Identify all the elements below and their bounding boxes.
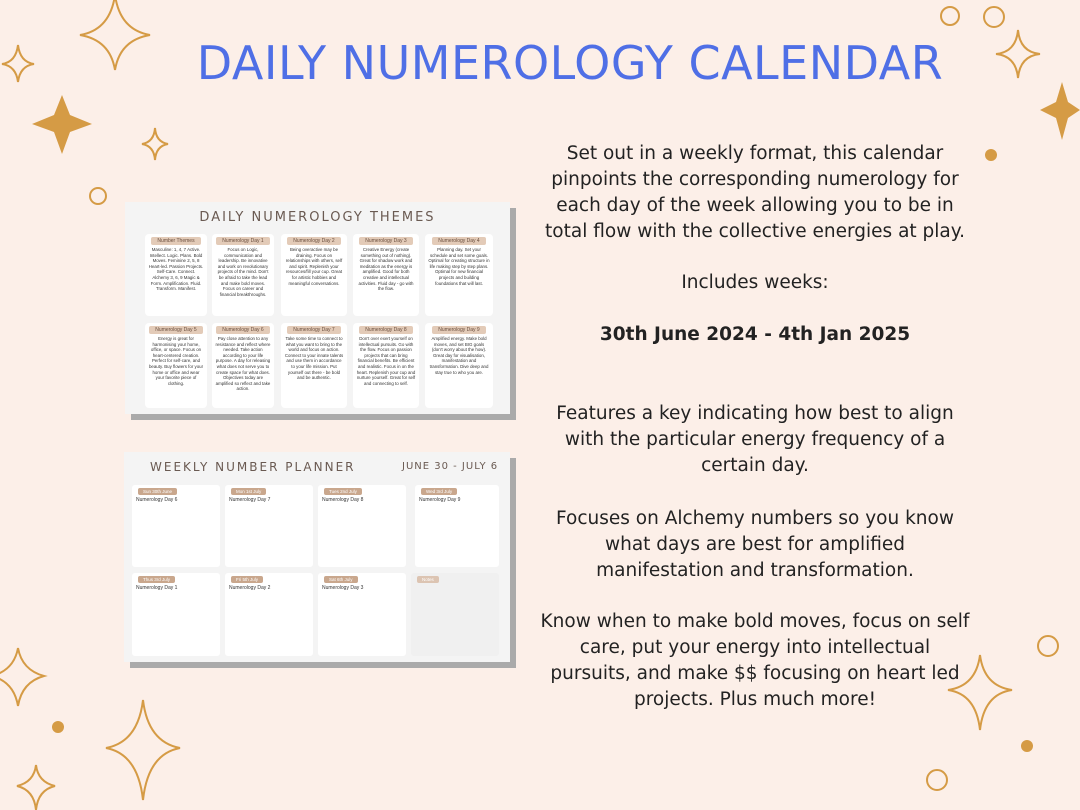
- theme-card: [281, 234, 347, 316]
- theme-card-text: Focus on Logic, communication and leadership. Be innovative and work on revolutionary projects of the mind. Don't be afraid to take the lead and make bold moves. Focus on career and financial breakthroughs.: [217, 247, 269, 297]
- planner-day-card: [318, 485, 406, 567]
- planner-day-text: Numerology Day 3: [322, 585, 364, 591]
- theme-card-tag: Numerology Day 5: [149, 326, 202, 334]
- planner-day-tag: Fri 5th July: [231, 576, 263, 583]
- theme-card-tag: Numerology Day 7: [287, 326, 340, 334]
- circle-icon: [927, 770, 947, 790]
- date-range: 30th June 2024 - 4th Jan 2025: [599, 324, 911, 345]
- planner-day-text: Numerology Day 6: [136, 497, 178, 503]
- theme-card-text: Creative Energy (create something out of nothing). Great for shadow work and meditation as the energy is amplified. Good for both creative and intellectual activities. Fluid day - go with the flow.: [358, 247, 414, 292]
- dot-icon: [52, 721, 64, 733]
- theme-card-text: Planning day. Set your schedule and set some goals. Optimal for creating structure in life making step by step plans. Optimal for new financial projects and building foundations that will last.: [428, 247, 490, 286]
- outline-star-icon: [2, 45, 34, 82]
- themes-sheet: [125, 202, 510, 414]
- planner-sheet-range: JUNE 30 - JULY 6: [402, 461, 499, 472]
- theme-card-tag: Numerology Day 3: [359, 237, 412, 245]
- theme-card: [145, 234, 207, 316]
- circle-icon: [90, 188, 106, 204]
- theme-card-tag: Numerology Day 6: [216, 326, 269, 334]
- filled-star-icon: [1040, 82, 1080, 140]
- theme-card: [425, 234, 493, 316]
- planner-day-card: [225, 573, 313, 656]
- planner-day-card: [225, 485, 313, 567]
- theme-card: [212, 323, 274, 408]
- theme-card-tag: Numerology Day 4: [432, 237, 485, 245]
- theme-card: [281, 323, 347, 408]
- circle-icon: [1038, 636, 1058, 656]
- outline-star-icon: [142, 128, 168, 160]
- theme-card: [145, 323, 207, 408]
- planner-day-card: [318, 573, 406, 656]
- planner-day-text: Numerology Day 1: [136, 585, 178, 591]
- outline-star-icon: [996, 30, 1040, 78]
- theme-card-text: Being overactive may be draining. Focus on relationships with others, self and spirit. Replenish your resources/fill your cup. Great for artistic hobbies and meaningful conversations.: [285, 247, 343, 286]
- theme-card-text: Take some time to connect to what you want to bring to the world and focus on action. Connect to your innate talents and use them in accordance to your life mission. Put yourself out there - be bold and be authentic.: [284, 336, 344, 381]
- filled-star-icon: [32, 95, 92, 154]
- outline-star-icon: [17, 765, 55, 810]
- dot-icon: [985, 149, 997, 161]
- planner-day-tag: Wed 3rd July: [421, 488, 457, 495]
- planner-day-card: [132, 485, 220, 567]
- theme-card-text: Pay close attention to any resistance and reflect where needed. Take action according to your life purpose. A day for releasing what does not serve you to create space for what does. Objectives today are amplified so reflect and take action.: [215, 336, 271, 392]
- intro-text: Set out in a weekly format, this calendar pinpoints the corresponding numerology for each day of the week allowing you to be in total flow with the collective energies at play.: [545, 143, 965, 242]
- theme-card-text: Amplified energy. Make bold moves, and set BIG goals (don't worry about the how). Great day for visualisation, manifestation and transformation. Dive deep and stay true to who you are.: [429, 336, 489, 375]
- theme-card: [212, 234, 274, 316]
- outline-star-icon: [80, 0, 150, 70]
- dot-icon: [1021, 740, 1033, 752]
- circle-icon: [941, 7, 959, 25]
- theme-card-text: Masculine: 1, 4, 7 Active. Intellect. Logic. Plans. Bold Moves. Feminine 2, 5, 8 Heart-led. Passion Projects. Self-Care. Connect. Alchemy 3, 6, 9 Magic & Form. Amplification. Fluid. Transform. Manifest.: [148, 247, 204, 292]
- planner-day-tag: Mon 1st July: [231, 488, 266, 495]
- theme-card-tag: Numerology Day 1: [216, 237, 269, 245]
- theme-card-tag: Numerology Day 2: [287, 237, 340, 245]
- themes-sheet-title: DAILY NUMEROLOGY THEMES: [199, 210, 436, 225]
- outline-star-icon: [106, 700, 180, 800]
- planner-sheet: [124, 452, 510, 662]
- page-title: DAILY NUMEROLOGY CALENDAR: [196, 36, 944, 90]
- planner-day-text: Numerology Day 2: [229, 585, 271, 591]
- theme-card: [353, 323, 419, 408]
- planner-day-card: [415, 485, 499, 567]
- theme-card: [425, 323, 493, 408]
- theme-card-tag: Numerology Day 8: [359, 326, 412, 334]
- planner-day-tag: Sun 30th June: [138, 488, 177, 495]
- feature-alchemy-text: Focuses on Alchemy numbers so you know what days are best for amplified manifestation and transformation.: [556, 508, 954, 581]
- planner-notes-tag: Notes: [417, 576, 439, 583]
- feature-moves-text: Know when to make bold moves, focus on self care, put your energy into intellectual pursuits, and make $$ focusing on heart led projects. Plus much more!: [540, 611, 970, 710]
- circle-icon: [984, 7, 1004, 27]
- planner-day-card: [132, 573, 220, 656]
- theme-card-tag: Number Themes: [151, 237, 200, 245]
- theme-card-text: Don't over exert yourself on intellectual pursuits. Go with the flow. Focus on passion projects that can bring financial benefits. Be efficient and realistic. Focus in on the heart. Replenish your cup and nurture yourself. Great for self and connecting to self.: [356, 336, 416, 386]
- planner-day-tag: Tues 2nd July: [324, 488, 362, 495]
- outline-star-icon: [0, 648, 44, 706]
- planner-notes-card: [411, 573, 499, 656]
- planner-day-tag: Thus 3rd July: [138, 576, 175, 583]
- planner-sheet-title: WEEKLY NUMBER PLANNER: [150, 460, 356, 474]
- includes-label: Includes weeks:: [681, 272, 829, 293]
- feature-key-text: Features a key indicating how best to align with the particular energy frequency of a certain day.: [556, 403, 954, 476]
- planner-day-text: Numerology Day 8: [322, 497, 364, 503]
- planner-day-text: Numerology Day 9: [419, 497, 461, 503]
- planner-day-tag: Sat 6th July: [324, 576, 358, 583]
- planner-day-text: Numerology Day 7: [229, 497, 271, 503]
- theme-card-text: Energy is great for harmonising your home, office, or space. Focus on heart-centered creation. Perfect for self-care, and beauty. Buy flowers for your home or office and wear your favorite piece of clothing.: [148, 336, 204, 386]
- theme-card-tag: Numerology Day 9: [432, 326, 485, 334]
- theme-card: [353, 234, 419, 316]
